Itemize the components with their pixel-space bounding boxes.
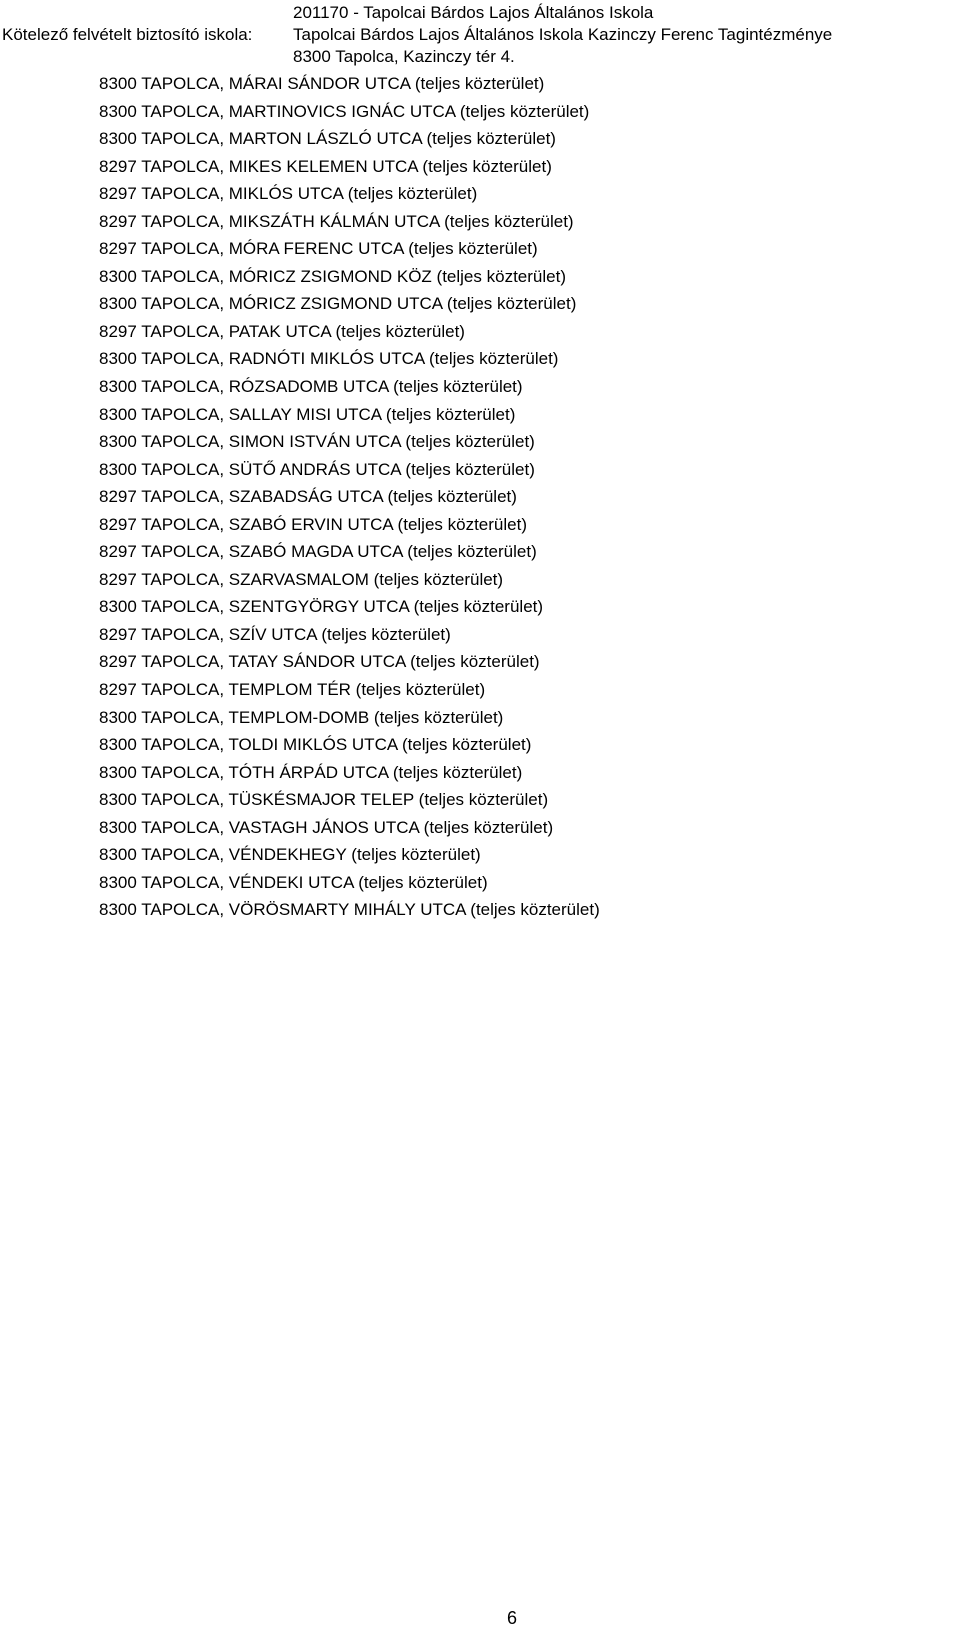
street-item: 8297 TAPOLCA, SZABÓ MAGDA UTCA (teljes közterület) xyxy=(99,542,537,562)
street-item: 8297 TAPOLCA, MIKLÓS UTCA (teljes közterület) xyxy=(99,184,478,204)
street-item: 8297 TAPOLCA, SZABÓ ERVIN UTCA (teljes közterület) xyxy=(99,514,527,534)
street-item: 8297 TAPOLCA, MIKSZÁTH KÁLMÁN UTCA (teljes közterület) xyxy=(99,211,574,231)
street-item: 8297 TAPOLCA, TEMPLOM TÉR (teljes közterület) xyxy=(99,680,486,700)
street-item: 8300 TAPOLCA, VÖRÖSMARTY MIHÁLY UTCA (teljes közterület) xyxy=(99,900,600,920)
street-item: 8297 TAPOLCA, MÓRA FERENC UTCA (teljes közterület) xyxy=(99,239,538,259)
street-list xyxy=(99,70,600,924)
street-item: 8300 TAPOLCA, RADNÓTI MIKLÓS UTCA (teljes közterület) xyxy=(99,349,559,369)
street-item: 8297 TAPOLCA, SZARVASMALOM (teljes közterület) xyxy=(99,569,504,589)
street-item: 8300 TAPOLCA, MARTON LÁSZLÓ UTCA (teljes közterület) xyxy=(99,129,556,149)
street-item: 8300 TAPOLCA, MÁRAI SÁNDOR UTCA (teljes közterület) xyxy=(99,74,545,93)
street-item: 8300 TAPOLCA, SIMON ISTVÁN UTCA (teljes közterület) xyxy=(99,432,535,452)
street-item: 8300 TAPOLCA, VASTAGH JÁNOS UTCA (teljes közterület) xyxy=(99,817,554,837)
street-item: 8300 TAPOLCA, MARTINOVICS IGNÁC UTCA (teljes közterület) xyxy=(99,101,590,121)
school-id-name: 201170 - Tapolcai Bárdos Lajos Általános Iskola xyxy=(293,3,654,22)
street-item: 8297 TAPOLCA, SZABADSÁG UTCA (teljes közterület) xyxy=(99,487,517,507)
street-item: 8300 TAPOLCA, MÓRICZ ZSIGMOND UTCA (teljes közterület) xyxy=(99,294,577,314)
street-item: 8300 TAPOLCA, TÓTH ÁRPÁD UTCA (teljes közterület) xyxy=(99,762,523,782)
street-item: 8300 TAPOLCA, TEMPLOM-DOMB (teljes közterület) xyxy=(99,707,504,727)
street-item: 8297 TAPOLCA, MIKES KELEMEN UTCA (teljes közterület) xyxy=(99,156,552,176)
street-item: 8297 TAPOLCA, SZÍV UTCA (teljes közterület) xyxy=(99,624,451,644)
street-item: 8300 TAPOLCA, VÉNDEKI UTCA (teljes közterület) xyxy=(99,872,488,892)
street-item: 8297 TAPOLCA, TATAY SÁNDOR UTCA (teljes közterület) xyxy=(99,652,540,672)
street-item: 8300 TAPOLCA, SALLAY MISI UTCA (teljes közterület) xyxy=(99,404,516,424)
school-address: 8300 Tapolca, Kazinczy tér 4. xyxy=(293,47,515,66)
street-item: 8300 TAPOLCA, TOLDI MIKLÓS UTCA (teljes közterület) xyxy=(99,735,532,755)
street-item: 8300 TAPOLCA, VÉNDEKHEGY (teljes közterület) xyxy=(99,845,481,865)
street-item: 8300 TAPOLCA, SÜTŐ ANDRÁS UTCA (teljes közterület) xyxy=(99,459,535,479)
street-item: 8297 TAPOLCA, PATAK UTCA (teljes közterület) xyxy=(99,321,465,341)
street-item: 8300 TAPOLCA, RÓZSADOMB UTCA (teljes közterület) xyxy=(99,377,523,397)
street-item: 8300 TAPOLCA, TÜSKÉSMAJOR TELEP (teljes közterület) xyxy=(99,790,549,810)
school-unit: Tapolcai Bárdos Lajos Általános Iskola Kazinczy Ferenc Tagintézménye xyxy=(293,25,833,44)
page-number: 6 xyxy=(507,1608,518,1628)
street-item: 8300 TAPOLCA, SZENTGYÖRGY UTCA (teljes közterület) xyxy=(99,597,544,617)
school-assignment-label: Kötelező felvételt biztosító iskola: xyxy=(2,25,253,44)
school-info xyxy=(293,2,832,68)
street-item: 8300 TAPOLCA, MÓRICZ ZSIGMOND KÖZ (teljes közterület) xyxy=(99,266,566,286)
